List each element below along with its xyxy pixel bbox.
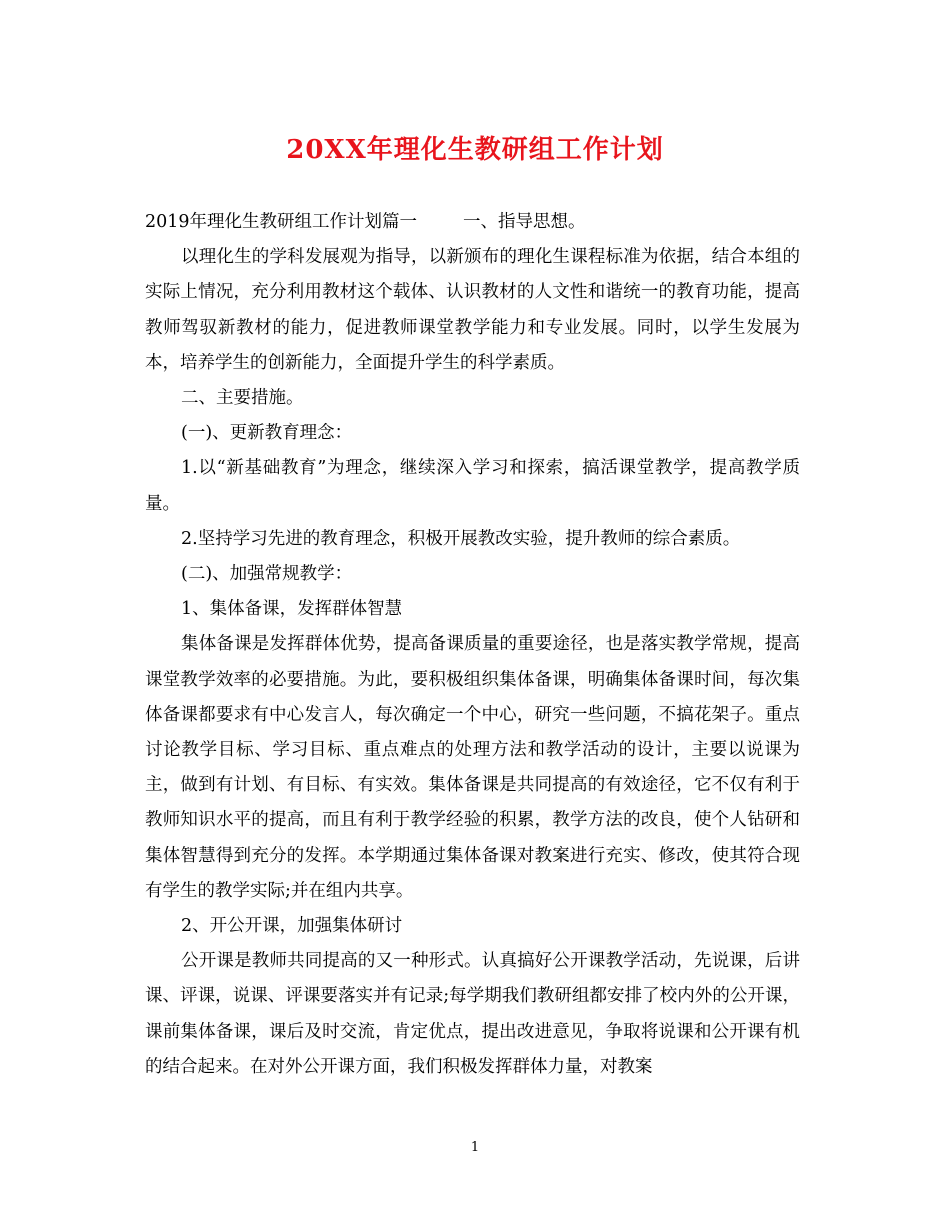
subheading-collective-lesson-prep: 1、集体备课，发挥群体智慧	[181, 599, 403, 620]
subheading-routine-teaching: (二)、加强常规教学：	[181, 564, 353, 585]
page-number: 1	[470, 1140, 480, 1155]
subheading-update-concepts: (一)、更新教育理念：	[181, 423, 353, 444]
intro-heading: 一、指导思想。	[463, 212, 586, 232]
paragraph-guiding-thought: 以理化生的学科发展观为指导，以新颁布的理化生课程标准为依据，结合本组的实际上情况，充分利用教材这个载体、认识教材的人文性和谐统一的教育功能，提高教师驾驭新教材的能力，促进教师课堂教学能力和专业发展。同时，以学生发展为本，培养学生的创新能力，全面提升学生的科学素质。	[145, 247, 800, 373]
intro-prefix: 2019年理化生教研组工作计划篇一	[145, 212, 418, 232]
heading-main-measures: 二、主要措施。	[181, 388, 304, 409]
document-title: 20XX年理化生教研组工作计划	[286, 135, 664, 165]
list-item-1: 1.以“新基础教育”为理念，继续深入学习和探索，搞活课堂教学，提高教学质量。	[145, 458, 800, 514]
paragraph-collective-lesson-prep: 集体备课是发挥群体优势，提高备课质量的重要途径，也是落实教学常规，提高课堂教学效率的必要措施。为此，要积极组织集体备课，明确集体备课时间，每次集体备课都要求有中心发言人，每次确定一个中心，研究一些问题，不搞花架子。重点讨论教学目标、学习目标、重点难点的处理方法和教学活动的设计，主要以说课为主，做到有计划、有目标、有实效。集体备课是共同提高的有效途径，它不仅有利于教师知识水平的提高，而且有利于教学经验的积累，教学方法的改良，使个人钻研和集体智慧得到充分的发挥。本学期通过集体备课对教案进行充实、修改，使其符合现有学生的教学实际;并在组内共享。	[145, 634, 800, 901]
subheading-open-class: 2、开公开课，加强集体研讨	[181, 916, 403, 937]
list-item-2: 2.坚持学习先进的教育理念，积极开展教改实验，提升教师的综合素质。	[181, 528, 741, 549]
paragraph-open-class: 公开课是教师共同提高的又一种形式。认真搞好公开课教学活动，先说课，后讲课、评课，说课、评课要落实并有记录;每学期我们教研组都安排了校内外的公开课，课前集体备课，课后及时交流，肯定优点，提出改进意见，争取将说课和公开课有机的结合起来。在对外公开课方面，我们积极发挥群体力量，对教案	[145, 951, 800, 1077]
intro-line	[145, 205, 800, 240]
document-body	[145, 205, 800, 1085]
